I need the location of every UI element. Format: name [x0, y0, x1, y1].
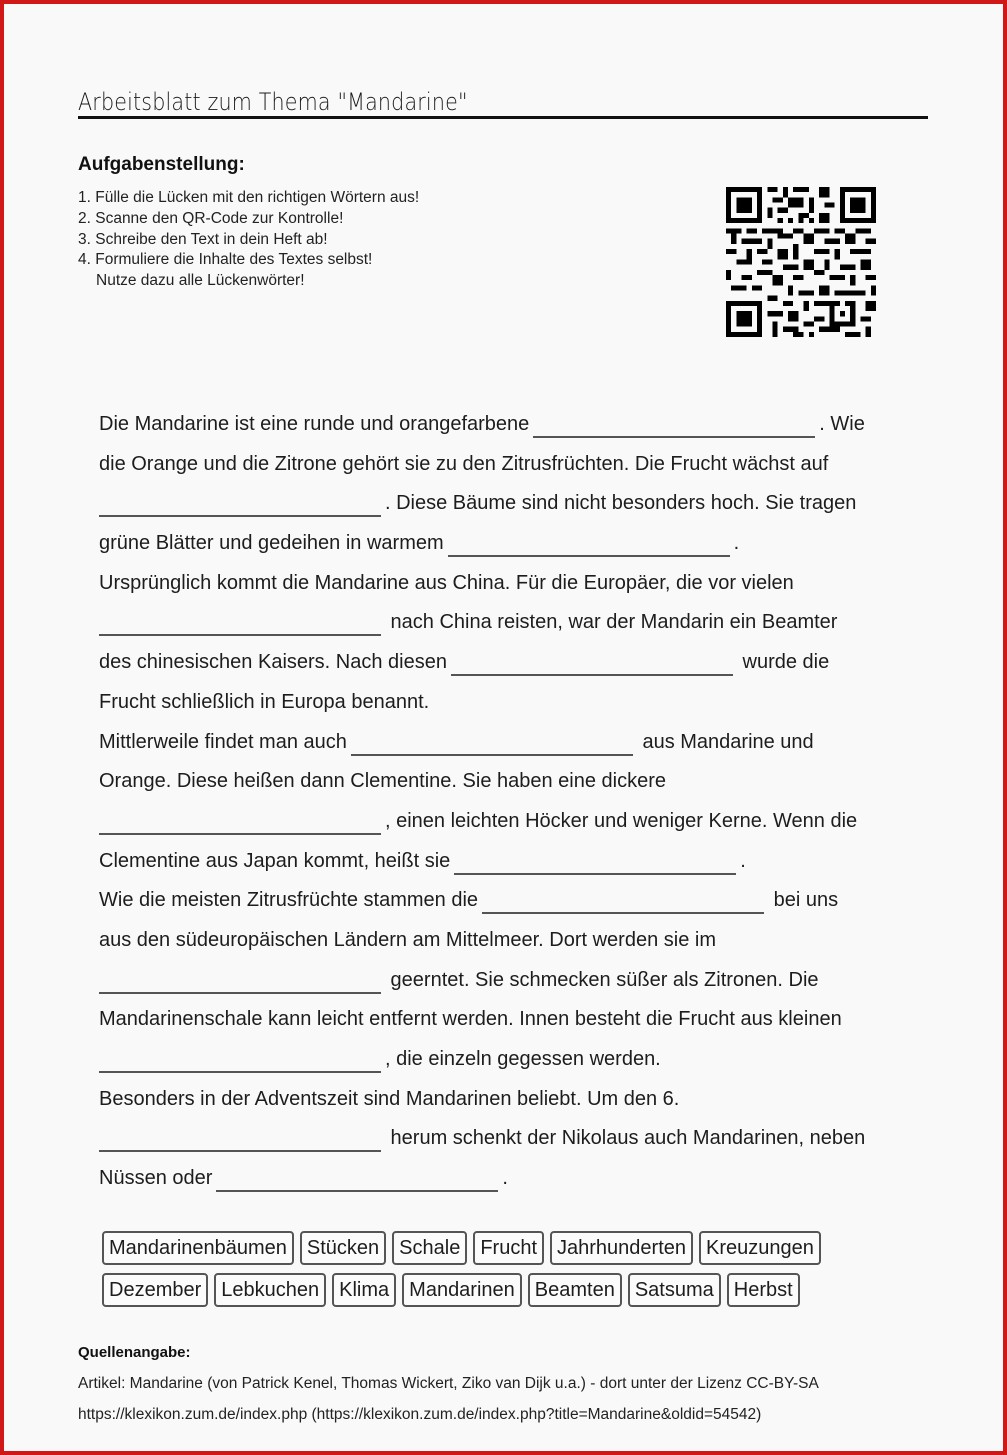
text-segment: herum schenkt der Nikolaus auch Mandarinen, neben: [385, 1127, 866, 1150]
blank-gap[interactable]: [454, 851, 736, 875]
word-chip[interactable]: Lebkuchen: [214, 1273, 326, 1307]
text-line: [99, 1120, 919, 1160]
word-chip[interactable]: Mandarinen: [402, 1273, 522, 1307]
blank-gap[interactable]: [99, 811, 381, 835]
text-segment: aus den südeuropäischen Ländern am Mittelmeer. Dort werden sie im: [99, 928, 716, 951]
page-title: Arbeitsblatt zum Thema "Mandarine": [78, 88, 468, 116]
text-segment: . Diese Bäume sind nicht besonders hoch. Sie tragen: [385, 492, 857, 515]
title-divider: [78, 116, 928, 119]
text-segment: Clementine aus Japan kommt, heißt sie: [99, 849, 451, 872]
text-segment: Orange. Diese heißen dann Clementine. Sie haben eine dickere: [99, 770, 667, 793]
text-line: [99, 406, 919, 446]
text-line: [99, 962, 919, 1002]
qr-code-icon[interactable]: [726, 187, 876, 337]
text-line: [99, 485, 919, 525]
text-line: [99, 1041, 919, 1081]
word-chip[interactable]: Stücken: [300, 1231, 386, 1265]
text-line: [99, 446, 919, 486]
text-line: [99, 565, 919, 605]
blank-gap[interactable]: [216, 1168, 498, 1192]
word-chip[interactable]: Beamten: [528, 1273, 622, 1307]
text-segment: Die Mandarine ist eine runde und orangefarbene: [99, 413, 530, 435]
word-chip[interactable]: Satsuma: [628, 1273, 721, 1307]
text-segment: bei uns: [768, 889, 839, 912]
text-line: [99, 525, 919, 565]
text-segment: Mandarinenschale kann leicht entfernt werden. Innen besteht die Frucht aus kleinen: [99, 1008, 842, 1031]
text-segment: Ursprünglich kommt die Mandarine aus China. Für die Europäer, die vor vielen: [99, 571, 794, 594]
word-chip[interactable]: Mandarinenbäumen: [102, 1231, 294, 1265]
blank-gap[interactable]: [451, 652, 733, 676]
task-heading: Aufgabenstellung:: [78, 154, 245, 175]
source-heading: Quellenangabe:: [78, 1344, 191, 1361]
text-segment: . Wie: [819, 413, 865, 435]
text-line: [99, 1160, 919, 1200]
blank-gap[interactable]: [99, 1049, 381, 1073]
blank-gap[interactable]: [448, 533, 730, 557]
blank-gap[interactable]: [482, 890, 764, 914]
word-bank: [102, 1231, 922, 1315]
text-segment: Mittlerweile findet man auch: [99, 730, 347, 753]
text-segment: Nüssen oder: [99, 1167, 213, 1190]
text-line: [99, 1081, 919, 1121]
text-line: [99, 1001, 919, 1041]
text-segment: geerntet. Sie schmecken süßer als Zitronen. Die: [385, 968, 819, 991]
text-segment: wurde die: [736, 651, 830, 674]
word-bank-row: [102, 1273, 922, 1307]
text-line: [99, 803, 919, 843]
text-line: [99, 882, 919, 922]
text-segment: , einen leichten Höcker und weniger Kerne. Wenn die: [385, 809, 858, 832]
text-segment: Wie die meisten Zitrusfrüchte stammen die: [99, 889, 479, 912]
task-item: 3. Schreibe den Text in dein Heft ab!: [78, 230, 328, 248]
source-link[interactable]: https://klexikon.zum.de/index.php (https://klexikon.zum.de/index.php?title=Mandarine&oldid=54542): [78, 1406, 762, 1423]
word-chip[interactable]: Frucht: [473, 1231, 544, 1265]
blank-gap[interactable]: [533, 414, 815, 438]
blank-gap[interactable]: [99, 1128, 381, 1152]
blank-gap[interactable]: [99, 970, 381, 994]
word-chip[interactable]: Schale: [392, 1231, 467, 1265]
text-segment: Frucht schließlich in Europa benannt.: [99, 690, 430, 713]
task-item: 1. Fülle die Lücken mit den richtigen Wörtern aus!: [78, 189, 420, 206]
blank-gap[interactable]: [99, 493, 381, 517]
text-line: [99, 724, 919, 764]
word-chip[interactable]: Kreuzungen: [699, 1231, 821, 1265]
text-segment: grüne Blätter und gedeihen in warmem: [99, 532, 444, 555]
text-segment: aus Mandarine und: [636, 730, 814, 753]
text-line: [99, 922, 919, 962]
text-line: [99, 644, 919, 684]
text-line: [99, 843, 919, 883]
text-segment: die Orange und die Zitrone gehört sie zu den Zitrusfrüchten. Die Frucht wächst auf: [99, 452, 829, 475]
word-chip[interactable]: Herbst: [727, 1273, 800, 1307]
task-list: [78, 188, 419, 292]
word-chip[interactable]: Klima: [332, 1273, 396, 1307]
text-segment: .: [502, 1167, 508, 1190]
text-segment: .: [733, 532, 740, 555]
text-segment: , die einzeln gegessen werden.: [385, 1048, 661, 1070]
source-article: Artikel: Mandarine (von Patrick Kenel, Thomas Wickert, Ziko van Dijk u.a.) - dort unter der Lizenz CC-BY-SA: [78, 1375, 819, 1392]
text-segment: des chinesischen Kaisers. Nach diesen: [99, 651, 447, 674]
task-item: Nutze dazu alle Lückenwörter!: [96, 272, 305, 290]
text-segment: nach China reisten, war der Mandarin ein Beamter: [385, 611, 838, 634]
text-line: [99, 684, 919, 724]
cloze-text: [99, 406, 919, 1200]
text-segment: Besonders in der Adventszeit sind Mandarinen beliebt. Um den 6.: [99, 1087, 680, 1110]
blank-gap[interactable]: [99, 612, 381, 636]
text-segment: .: [740, 849, 746, 872]
word-chip[interactable]: Dezember: [102, 1273, 208, 1307]
word-chip[interactable]: Jahrhunderten: [550, 1231, 693, 1265]
blank-gap[interactable]: [351, 732, 633, 756]
task-item: 4. Formuliere die Inhalte des Textes selbst!: [78, 251, 373, 269]
text-line: [99, 604, 919, 644]
text-line: [99, 763, 919, 803]
task-item: 2. Scanne den QR-Code zur Kontrolle!: [78, 209, 344, 227]
word-bank-row: [102, 1231, 922, 1265]
